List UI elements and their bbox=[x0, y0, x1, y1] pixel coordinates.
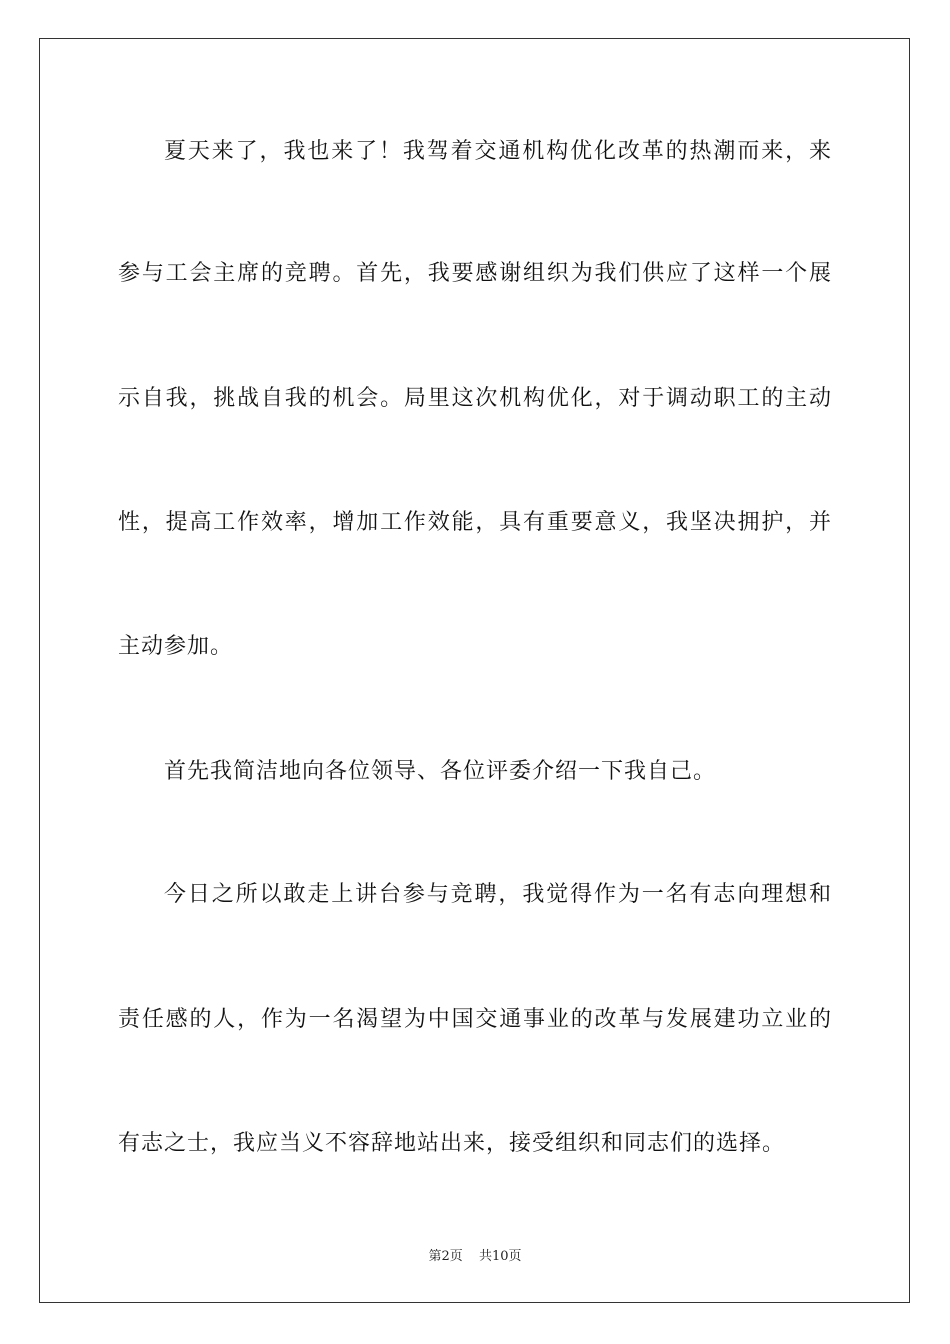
paragraph-3-line-1: 今日之所以敢走上讲台参与竞聘，我觉得作为一名有志向理想和 bbox=[164, 882, 832, 907]
paragraph-3-line-3: 有志之士，我应当义不容辞地站出来，接受组织和同志们的选择。 bbox=[118, 1131, 786, 1156]
paragraph-1-line-4: 性，提高工作效率，增加工作效能，具有重要意义，我坚决拥护，并 bbox=[118, 510, 832, 535]
paragraph-3-line-2: 责任感的人，作为一名渴望为中国交通事业的改革与发展建功立业的 bbox=[118, 1007, 832, 1032]
page-border bbox=[39, 38, 910, 1303]
paragraph-1-line-5: 主动参加。 bbox=[118, 634, 234, 659]
paragraph-2-line-1: 首先我简洁地向各位领导、各位评委介绍一下我自己。 bbox=[164, 759, 717, 784]
total-pages: 共10页 bbox=[478, 1249, 522, 1264]
paragraph-1-line-3: 示自我，挑战自我的机会。局里这次机构优化，对于调动职工的主动 bbox=[118, 386, 832, 411]
paragraph-1-line-2: 参与工会主席的竞聘。首先，我要感谢组织为我们供应了这样一个展 bbox=[118, 261, 832, 286]
page-footer bbox=[0, 1248, 950, 1266]
page-number: 第2页 bbox=[428, 1249, 463, 1264]
paragraph-1-line-1: 夏天来了，我也来了！我驾着交通机构优化改革的热潮而来，来 bbox=[164, 139, 832, 164]
